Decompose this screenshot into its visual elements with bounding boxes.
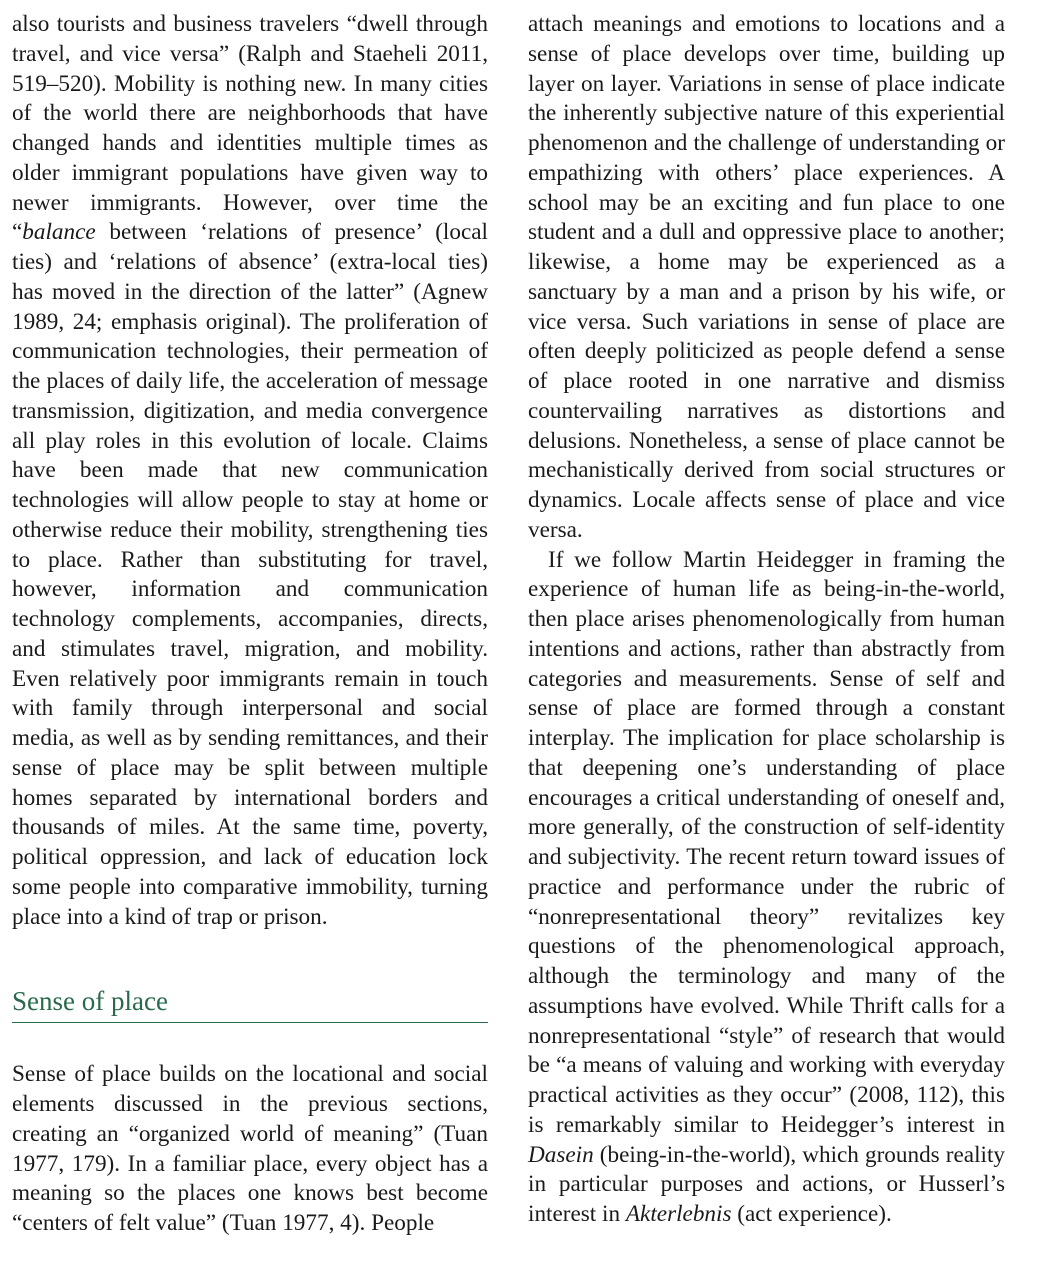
right-column — [528, 10, 1005, 1230]
left-column — [12, 10, 488, 1239]
emphasis-text: Akterlebnis — [625, 1201, 732, 1227]
body-paragraph: also tourists and business travelers “dwell through travel, and vice versa” (Ralph and Staeheli 2011, 519–520). Mobility is nothing new. In many cities of the world there are neighborhoods that have changed hands and identities multiple times as older immigrant populations have given way to newer immigrants. However, over time the “balance between ‘relations of presence’ (local ties) and ‘relations of absence’ (extra-local ties) has moved in the direction of the latter” (Agnew 1989, 24; emphasis original). The proliferation of communication technologies, their permeation of the places of daily life, the acceleration of message transmission, digitization, and media convergence all play roles in this evolution of locale. Claims have been made that new communication technologies will allow people to stay at home or otherwise reduce their mobility, strengthening ties to place. Rather than substituting for travel, however, information and communication technology complements, accompanies, directs, and stimulates travel, migration, and mobility. Even relatively poor immigrants remain in touch with family through interpersonal and social media, as well as by sending remittances, and their sense of place may be split between multiple homes separated by international borders and thousands of miles. At the same time, poverty, political oppression, and lack of education lock some people into comparative immobility, turning place into a kind of trap or prison. — [12, 11, 488, 930]
emphasis-text: balance — [22, 219, 96, 246]
body-paragraph: Sense of place builds on the locational and social elements discussed in the previous sections, creating an “organized world of meaning” (Tuan 1977, 179). In a familiar place, every object has a meaning so the places one knows best become “centers of felt value” (Tuan 1977, 4). People — [12, 1061, 488, 1236]
emphasis-text: Dasein — [528, 1141, 594, 1168]
body-paragraph: If we follow Martin Heidegger in framing the experience of human life as being-in-the-world, then place arises phenomenologically from human intentions and actions, rather than abstractly from categories and measurements. Sense of self and sense of place are formed through a constant interplay. The implication for place scholarship is that deepening one’s understanding of place encourages a critical understanding of oneself and, more generally, of the construction of self-identity and subjectivity. The recent return toward issues of practice and performance under the rubric of “nonrepresentational theory” revitalizes key questions of the phenomenological approach, although the terminology and many of the assumptions have evolved. While Thrift calls for a nonrepresentational “style” of research that would be “a means of valuing and working with everyday practical activities as they occur” (2008, 112), this is remarkably similar to Heidegger’s interest in Dasein (being-in-the-world), which grounds reality in particular purposes and actions, or Husserl’s interest in Akterlebnis (act experience). — [528, 546, 1005, 1227]
section-heading: Sense of place — [12, 932, 488, 1023]
body-paragraph: attach meanings and emotions to locations and a sense of place develops over time, building up layer on layer. Variations in sense of place indicate the inherently subjective nature of this experiential phenomenon and the challenge of understanding or empathizing with others’ place experiences. A school may be an exciting and fun place to one student and a dull and oppressive place to another; likewise, a home may be experienced as a sanctuary by a man and a prison by his wife, or vice versa. Such variations in sense of place are often deeply politicized as people defend a sense of place rooted in one narrative and dismiss countervailing narratives as distortions and delusions. Nonetheless, a sense of place cannot be mechanistically derived from social structures or dynamics. Locale affects sense of place and vice versa. — [528, 11, 1005, 543]
